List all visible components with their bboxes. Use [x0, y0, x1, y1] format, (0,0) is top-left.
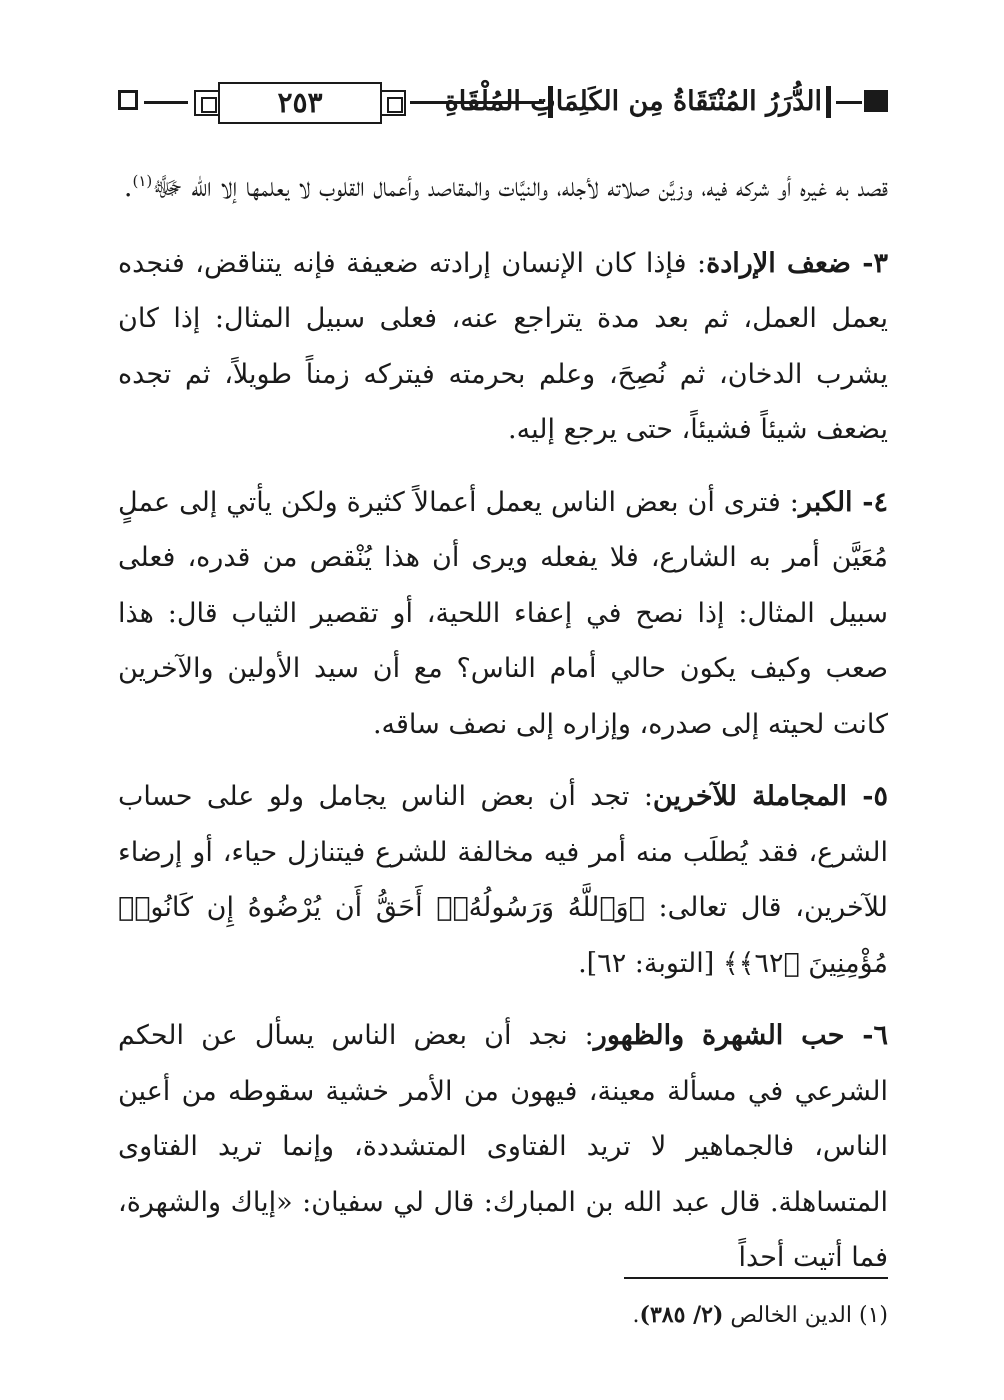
- page-number-frame: [194, 78, 406, 128]
- page-header: [118, 76, 888, 130]
- page-number: ٢٥٣: [218, 82, 382, 124]
- footnote-separator: [624, 1277, 888, 1279]
- paragraph-text: : نجد أن بعض الناس يسأل عن الحكم الشرعي في مسألة معينة، فيهون من الأمر خشية سقوطه من أعين الناس، فالجماهير لا تريد الفتاوى المتشددة، وإنما تريد الفتاوى المتساهلة. قال عبد الله بن المبارك: قال لي سفيان: «إياك والشهرة، فما أتيت أحداً: [118, 1020, 888, 1273]
- footnote: [118, 1297, 888, 1334]
- paragraph: [118, 475, 888, 753]
- paragraph-text: قصد به غيره أو شركه فيه، وزيَّن صلاته لأجله، والنيَّات والمقاصد وأعمال القلوب لا يعلمها إلا الله ﷻ: [152, 172, 888, 203]
- footnote-reference[interactable]: (١): [132, 172, 153, 190]
- section-heading: ٤- الكبر: [798, 486, 889, 518]
- section-heading: ٦- حب الشهرة والظهور: [593, 1020, 888, 1051]
- header-bar: [826, 86, 831, 118]
- header-rule: [144, 101, 188, 104]
- header-rule: [836, 101, 862, 104]
- header-ornament-square-left: [118, 90, 138, 110]
- frame-ornament-icon: [380, 90, 406, 116]
- section-heading: ٣- ضعف الإرادة: [706, 247, 888, 279]
- paragraph-text: : تجد أن بعض الناس يجامل ولو على حساب الشرع، فقد يُطلَب منه أمر فيه مخالفة للشرع فيتنازل حياء، أو إرضاء للآخرين، قال تعالى:: [118, 781, 888, 923]
- footnote-tail: .: [632, 1303, 640, 1328]
- paragraph-tail: .: [123, 172, 133, 203]
- verse-citation: [التوبة: ٦٢].: [578, 947, 723, 979]
- footnote-source: الدين الخالص: [730, 1303, 852, 1328]
- paragraph: [118, 236, 888, 458]
- paragraph-text: : فإذا كان الإنسان إرادته ضعيفة فإنه يتناقض، فنجده يعمل العمل، ثم بعد مدة يتراجع عنه، فعلى سبيل المثال: إذا كان يشرب الدخان، ثم نُصِحَ، وعلم بحرمته فيتركه زمناً طويلاً، ثم تجده يضعف شيئاً فشيئاً، حتى يرجع إليه.: [118, 247, 888, 445]
- paragraph: [118, 769, 888, 991]
- footnote-ref: (٢/ ٣٨٥): [639, 1302, 724, 1328]
- frame-ornament-icon: [194, 90, 220, 116]
- paragraph: [118, 160, 888, 216]
- page-body: [118, 160, 888, 1303]
- section-heading: ٥- المجاملة للآخرين: [652, 781, 888, 812]
- paragraph-text: : فترى أن بعض الناس يعمل أعمالاً كثيرة ولكن يأتي إلى عملٍ مُعَيَّن أمر به الشارع، فلا يفعله ويرى أن هذا يُنْقص من قدره، فعلى سبيل المثال: إذا نصح في إعفاء اللحية، أو تقصير الثياب قال: هذا صعب وكيف يكون حالي أمام الناس؟ مع أن سيد الأولين والآخرين كانت لحيته إلى صدره، وإزاره إلى نصف ساقه.: [118, 486, 888, 740]
- paragraph: [118, 1008, 888, 1286]
- quran-verse: ﴿وَٱللَّهُ وَرَسُولُهُۥٓ أَحَقُّ أَن يُرْضُوهُ إِن كَانُوا۟ مُؤْمِنِينَ ﴿٦٢﴾﴾: [118, 892, 888, 979]
- header-ornament-square-right: [864, 90, 888, 112]
- running-title: الدُّرَرُ المُنْتَقَاةُ مِن الكَلِمَاتِ المُلْقَاةِ: [444, 86, 822, 117]
- footnote-marker: (١): [858, 1303, 888, 1328]
